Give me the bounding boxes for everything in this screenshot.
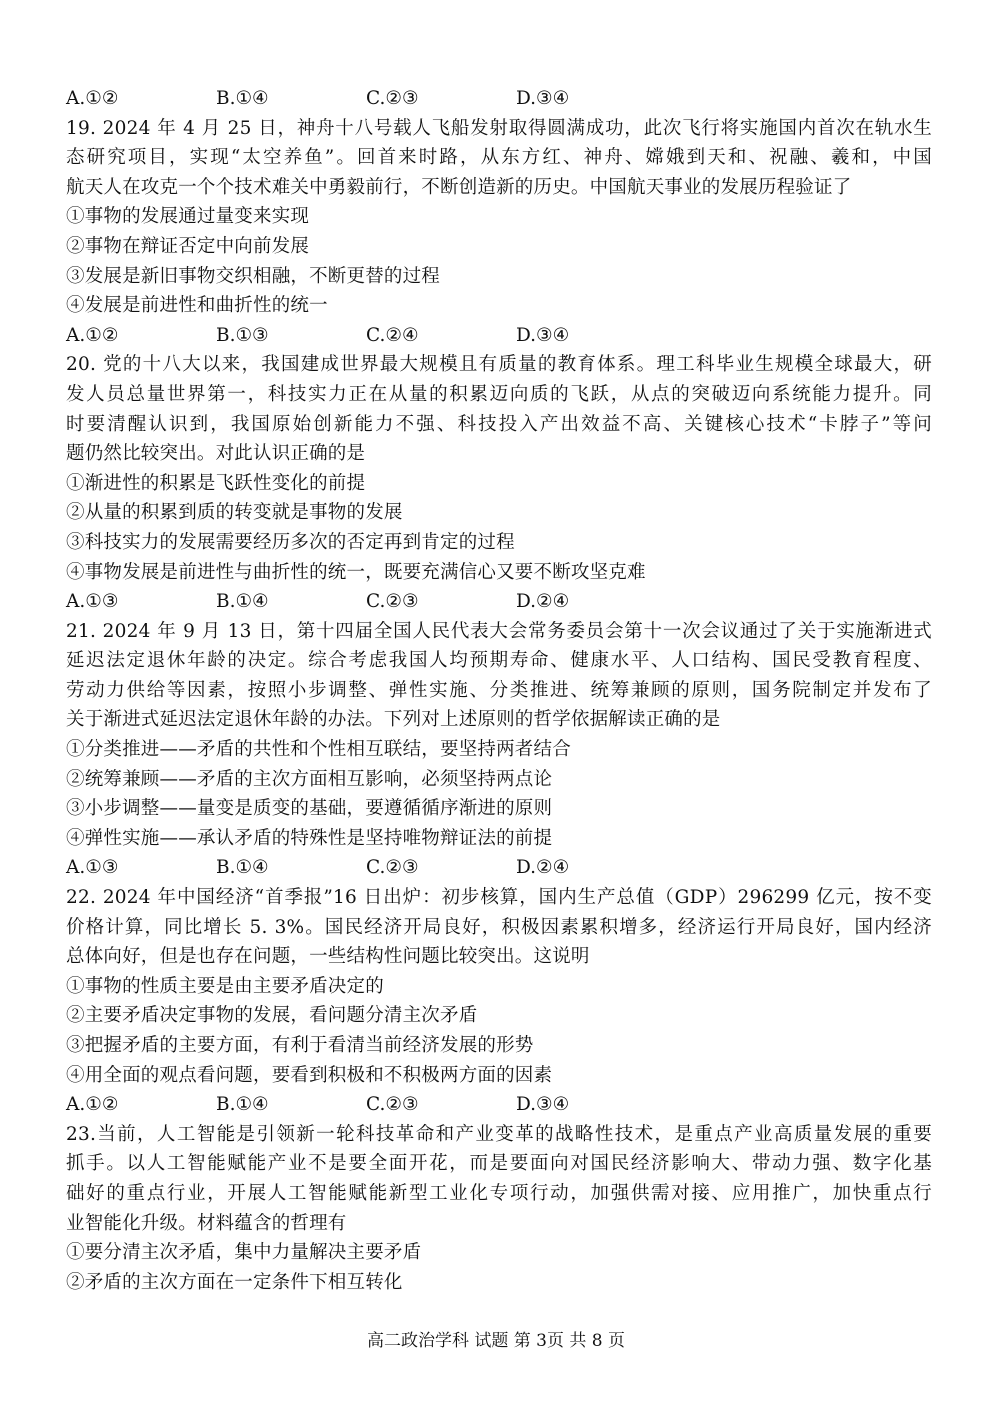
question-stem-line: 态研究项目，实现“太空养鱼”。回首来时路，从东方红、神舟、嫦娥到天和、祝融、羲和，中国 xyxy=(66,147,932,169)
question-stem-line: 23.当前，人工智能是引领新一轮科技革命和产业变革的战略性技术，是重点产业高质量发展的重要 xyxy=(66,1123,932,1145)
option-d: D.③④ xyxy=(516,1094,570,1116)
answer-options xyxy=(66,321,932,351)
question-stem-line: 延迟法定退休年龄的决定。综合考虑我国人均预期寿命、健康水平、人口结构、国民受教育程度、 xyxy=(66,650,932,672)
option-d: D.③④ xyxy=(516,88,570,109)
question-23 xyxy=(66,1120,932,1298)
option-b: B.①④ xyxy=(216,857,269,879)
question-21 xyxy=(66,617,932,883)
question-stem-line: 22. 2024 年中国经济“首季报”16 日出炉：初步核算，国内生产总值（GDP）296299 亿元，按不变 xyxy=(66,887,932,909)
statement-item: ④事物发展是前进性与曲折性的统一，既要充满信心又要不断攻坚克难 xyxy=(66,561,646,583)
statement-item: ③小步调整——量变是质变的基础，要遵循循序渐进的原则 xyxy=(66,798,553,820)
question-stem-line: 劳动力供给等因素，按照小步调整、弹性实施、分类推进、统筹兼顾的原则，国务院制定并发布了 xyxy=(66,679,932,701)
question-stem-line: 时要清醒认识到，我国原始创新能力不强、科技投入产出效益不高、关键核心技术“卡脖子”等问 xyxy=(66,413,932,435)
question-stem-line: 业智能化升级。材料蕴含的哲理有 xyxy=(66,1212,347,1234)
statement-item: ④用全面的观点看问题，要看到积极和不积极两方面的因素 xyxy=(66,1064,553,1086)
statement-item: ②主要矛盾决定事物的发展，看问题分清主次矛盾 xyxy=(66,1005,478,1027)
statement-item: ①分类推进——矛盾的共性和个性相互联结，要坚持两者结合 xyxy=(66,739,571,761)
option-c: C.②③ xyxy=(366,88,419,109)
question-stem-line: 21. 2024 年 9 月 13 日，第十四届全国人民代表大会常务委员会第十一次会议通过了关于实施渐进式 xyxy=(66,620,932,642)
question-stem-line: 题仍然比较突出。对此认识正确的是 xyxy=(66,443,366,465)
exam-page xyxy=(66,84,932,1297)
question-stem-line: 关于渐进式延迟法定退休年龄的办法。下列对上述原则的哲学依据解读正确的是 xyxy=(66,709,721,731)
question-stem-line: 总体向好，但是也存在问题，一些结构性问题比较突出。这说明 xyxy=(66,946,590,968)
question-20 xyxy=(66,350,932,616)
statement-item: ①渐进性的积累是飞跃性变化的前提 xyxy=(66,472,366,494)
answer-options xyxy=(66,587,932,617)
statement-item: ③把握矛盾的主要方面，有利于看清当前经济发展的形势 xyxy=(66,1035,534,1056)
option-b: B.①④ xyxy=(216,591,269,613)
option-c: C.②③ xyxy=(366,857,419,879)
question-stem-line: 20. 党的十八大以来，我国建成世界最大规模且有质量的教育体系。理工科毕业生规模全球最大，研 xyxy=(66,354,932,376)
question-stem-line: 价格计算，同比增长 5. 3%。国民经济开局良好，积极因素累积增多，经济运行开局良好，国内经济 xyxy=(66,916,932,938)
question-19 xyxy=(66,114,932,351)
statement-item: ②事物在辩证否定中向前发展 xyxy=(66,235,310,257)
option-b: B.①④ xyxy=(216,88,269,109)
option-c: C.②③ xyxy=(366,591,419,613)
answer-options xyxy=(66,1090,932,1120)
answer-options xyxy=(66,853,932,883)
question-22 xyxy=(66,883,932,1120)
question-stem-line: 发人员总量世界第一，科技实力正在从量的积累迈向质的飞跃，从点的突破迈向系统能力提升。同 xyxy=(66,383,932,405)
question-stem-line: 航天人在攻克一个个技术难关中勇毅前行，不断创造新的历史。中国航天事业的发展历程验证了 xyxy=(66,176,852,198)
option-c: C.②④ xyxy=(366,324,419,346)
statement-item: ①事物的性质主要是由主要矛盾决定的 xyxy=(66,975,384,997)
prev-answer-options xyxy=(66,84,932,114)
option-d: D.③④ xyxy=(516,324,570,346)
option-a: A.①② xyxy=(66,324,119,346)
option-b: B.①③ xyxy=(216,324,269,346)
question-stem-line: 础好的重点行业，开展人工智能赋能新型工业化专项行动，加强供需对接、应用推广，加快重点行 xyxy=(66,1182,932,1204)
question-stem-line: 抓手。以人工智能赋能产业不是要全面开花，而是要面向对国民经济影响大、带动力强、数字化基 xyxy=(66,1153,932,1175)
option-a: A.①② xyxy=(66,88,119,109)
option-d: D.②④ xyxy=(516,857,570,879)
statement-item: ②从量的积累到质的转变就是事物的发展 xyxy=(66,502,403,524)
statement-item: ②统筹兼顾——矛盾的主次方面相互影响，必须坚持两点论 xyxy=(66,768,553,790)
option-b: B.①④ xyxy=(216,1094,269,1116)
page-footer: 高二政治学科 试题 第 3页 共 8 页 xyxy=(366,1331,626,1351)
statement-item: ①要分清主次矛盾，集中力量解决主要矛盾 xyxy=(66,1242,422,1264)
option-c: C.②③ xyxy=(366,1094,419,1116)
question-stem-line: 19. 2024 年 4 月 25 日，神舟十八号载人飞船发射取得圆满成功，此次飞行将实施国内首次在轨水生 xyxy=(66,117,932,139)
statement-item: ④发展是前进性和曲折性的统一 xyxy=(66,295,328,317)
option-d: D.②④ xyxy=(516,591,570,613)
option-a: A.①③ xyxy=(66,857,119,879)
statement-item: ③发展是新旧事物交织相融，不断更替的过程 xyxy=(66,265,441,287)
statement-item: ②矛盾的主次方面在一定条件下相互转化 xyxy=(66,1271,403,1293)
option-a: A.①③ xyxy=(66,591,119,613)
statement-item: ④弹性实施——承认矛盾的特殊性是坚持唯物辩证法的前提 xyxy=(66,827,553,849)
statement-item: ①事物的发展通过量变来实现 xyxy=(66,206,310,228)
statement-item: ③科技实力的发展需要经历多次的否定再到肯定的过程 xyxy=(66,531,515,553)
option-a: A.①② xyxy=(66,1094,119,1116)
